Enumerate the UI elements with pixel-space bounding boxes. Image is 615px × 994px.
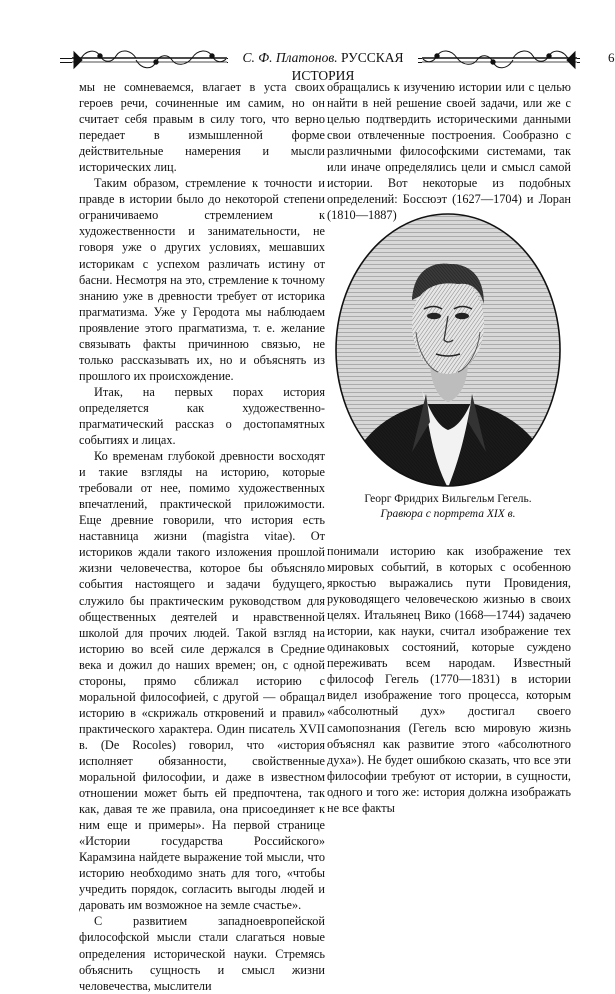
- right-column-bottom: [327, 543, 571, 816]
- header-title: РУССКАЯ ИСТОРИЯ: [291, 50, 404, 83]
- caption-source: Гравюра с портрета XIX в.: [380, 508, 516, 520]
- paragraph: Итак, на первых порах история определяется как художественно-прагматический рассказ о достопамятных событиях и лицах.: [79, 384, 325, 448]
- paragraph: Таким образом, стремление к точности и правде в истории было до некоторой степени ограничиваемо стремлением к художественности и занимательности, не говоря уже о других условиях, мешавших историкам с успехом различать истину от басни. Несмотря на это, стремление к точному знанию уже в древности требует от историка прагматизма. Уже у Геродота мы наблюдаем проявление этого прагматизма, т. е. желание связывать факты причинною связью, не только рассказывать их, но и объяснять из прошлого их происхождение.: [79, 176, 325, 383]
- paragraph: Ко временам глубокой древности восходят и такие взгляды на историю, которые требовали от нее, помимо художественных впечатлений, практической приложимости. Еще древние говорили, что история есть наставница жизни (magistra vitae). От историков ждали такого изложения прошлой жизни человечества, которое бы объясняло события настоящего и задачи будущего, служило бы практическим руководством для общественных деятелей и нравственной школой для прочих людей. Такой взгляд на историю во всей силе держался в Средние века и дожил до наших времен; он, с одной стороны, прямо сближал историю с моральной философией, с другой — обращал историю в «скрижаль откровений и правил» практического характера. Один писатель XVII в. (De Rocoles) говорил, что «история исполняет обязанности, свойственные моральной философии, и даже в известном отношении может быть ей предпочтена, так как, давая те же правила, она присоединяет к ним еще и примеры». На первой странице «Истории государства Российского» Карамзина найдете выражение той мысли, что историю необходимо знать для того, «чтобы учредить порядок, согласить выгоды людей и даровать им возможное на земле счастье».: [79, 449, 325, 913]
- left-column: [79, 79, 325, 994]
- paragraph: обращались к изучению истории или с целью найти в ней решение своей задачи, или же с целью подтвердить историческими данными свои отвлеченные построения. Сообразно с различными философскими системами, так или иначе определялись цели и смысл самой истории. Вот некоторые из подобных определений: Боссюэт (1627—1704) и Лоран (1810—1887): [327, 80, 571, 223]
- portrait-caption: [330, 492, 566, 522]
- page-number: 6: [608, 50, 615, 65]
- hegel-portrait-engraving: [334, 212, 562, 488]
- caption-name: Георг Фридрих Вильгельм Гегель.: [364, 493, 532, 505]
- paragraph: мы не сомневаемся, влагает в уста своих героев речи, сочиненные им самим, но он считает себя правым в силу того, что верно передает в измышленной форме действительные намерения и мысли исторических лиц.: [79, 80, 325, 175]
- running-header: [60, 42, 615, 83]
- right-column-top: [327, 79, 571, 223]
- paragraph: понимали историю как изображение тех мировых событий, в которых с особенною яркостью выражались пути Провидения, руководящего человеческою жизнью в своих целях. Итальянец Вико (1668—1744) задачею истории, как науки, считал изображение тех одинаковых состояний, которые суждено переживать всем народам. Известный философ Гегель (1770—1831) в истории видел изображение того процесса, которым «абсолютный дух» достигал своего самопознания (Гегель всю мировую жизнь объяснял как развитие этого «абсолютного духа»). Не будет ошибкою сказать, что все эти философии требуют от истории, в сущности, одного и того же: история должна изображать не все факты: [327, 544, 571, 815]
- header-author: С. Ф. Платонов.: [242, 50, 338, 65]
- paragraph: С развитием западноевропейской философской мысли стали слагаться новые определения исторической науки. Стремясь объяснить сущность и смысл жизни человечества, мыслители: [79, 914, 325, 993]
- header-ornament-right-icon: [422, 46, 577, 72]
- header-ornament-left-icon: [72, 46, 227, 72]
